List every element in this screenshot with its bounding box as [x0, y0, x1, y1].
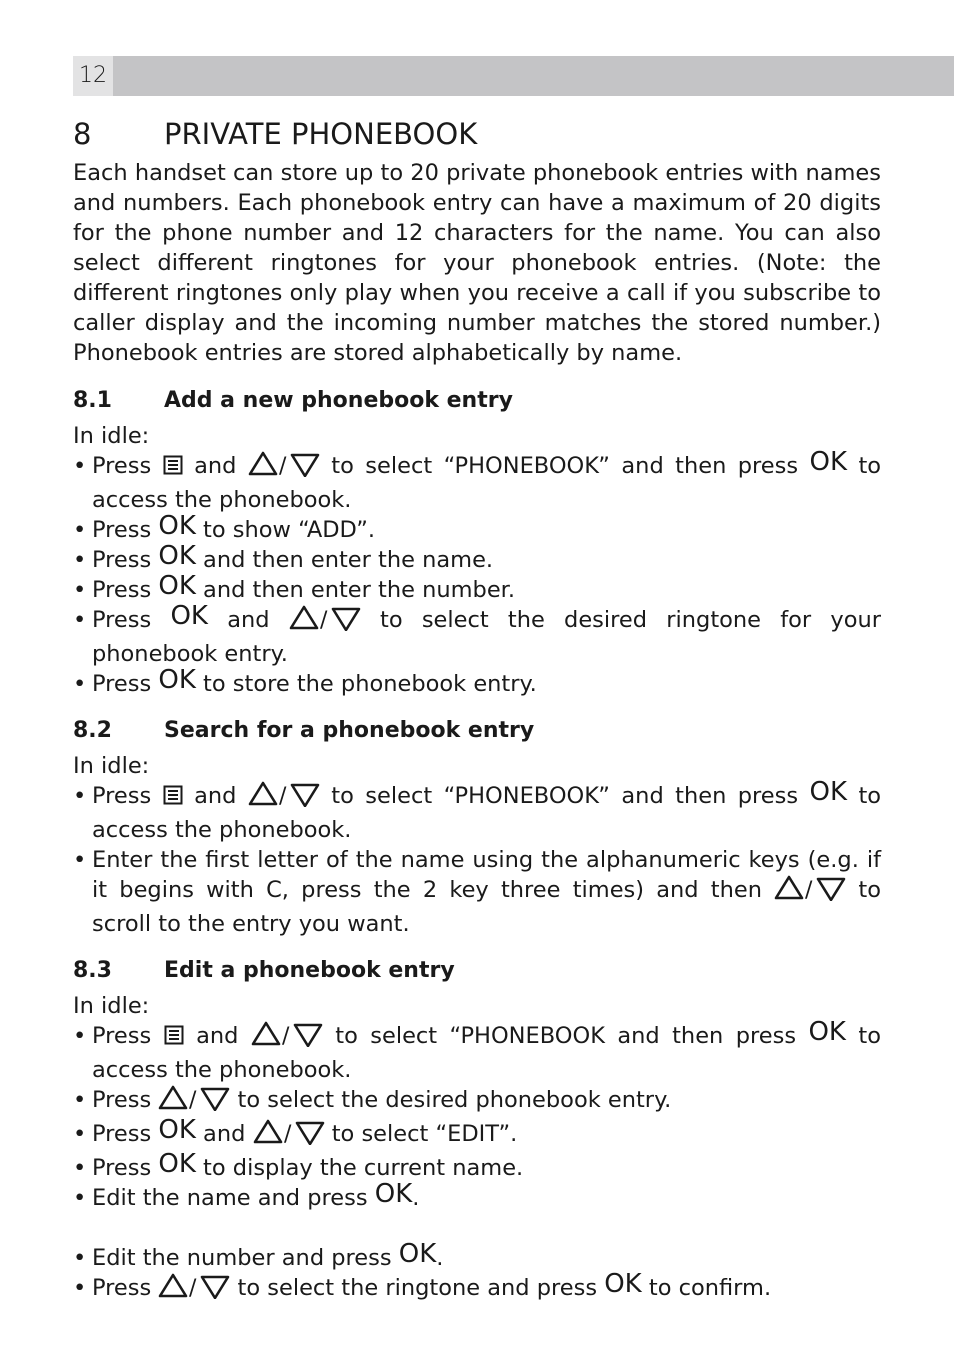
section-title: Add a new phonebook entry	[164, 388, 513, 413]
page-number: 12	[73, 56, 113, 96]
down-triangle-icon	[292, 455, 318, 476]
up-triangle-icon	[160, 1087, 186, 1108]
ok-key-icon: OK	[158, 541, 196, 571]
section-number: 8.2	[73, 718, 112, 743]
up-triangle-icon	[255, 1121, 281, 1142]
ok-key-icon: OK	[808, 1017, 846, 1047]
section-title: Search for a phonebook entry	[164, 718, 535, 743]
up-triangle-icon	[160, 1275, 186, 1296]
list-item: • Press OK to show “ADD”.	[73, 515, 881, 545]
slash-separator: /	[805, 878, 813, 901]
section-heading-edit-entry	[73, 956, 881, 986]
up-down-keys-icon	[253, 1119, 325, 1153]
ok-key-icon: OK	[809, 777, 848, 807]
menu-key-icon	[164, 1023, 184, 1053]
list-item: • Press OK and then enter the name.	[73, 545, 881, 575]
ok-key-icon: OK	[809, 447, 848, 477]
list-item: • Press / to select the ringtone and press OK to confirm.	[73, 1273, 881, 1307]
chapter-number: 8	[73, 117, 92, 151]
up-down-keys-icon	[158, 1085, 230, 1119]
edit-entry-steps	[73, 1017, 881, 1307]
up-triangle-icon	[253, 1023, 279, 1044]
down-triangle-icon	[292, 785, 318, 806]
up-triangle-icon	[291, 607, 317, 628]
ok-key-icon: OK	[398, 1239, 437, 1269]
chapter-intro: Each handset can store up to 20 private phonebook entries with names and numbers. Each phonebook entry can have a maximum of 20 digits for the phone number and 12 characters for the name. You can also select different ringtones for your phonebook entries. (Note: the different ringtones only play when you receive a call if you subscribe to caller display and the incoming number matches the stored number.) Phonebook entries are stored alphabetically by name.	[73, 160, 881, 366]
slash-separator: /	[278, 454, 287, 477]
up-down-keys-icon	[158, 1273, 230, 1307]
ok-key-icon: OK	[604, 1269, 642, 1299]
down-triangle-icon	[202, 1277, 228, 1298]
list-item: • Press OK to display the current name.	[73, 1153, 881, 1183]
list-item: • Press and / to select “PHONEBOOK” and then press OK to access the phonebook.	[73, 451, 881, 515]
down-triangle-icon	[333, 609, 359, 630]
ok-key-icon: OK	[158, 1115, 196, 1145]
section-title: Edit a phonebook entry	[164, 958, 455, 983]
chapter-title: PRIVATE PHONEBOOK	[164, 117, 478, 151]
add-entry-steps	[73, 447, 882, 699]
down-triangle-icon	[202, 1089, 228, 1110]
list-item: • Press OK and then enter the number.	[73, 575, 881, 605]
search-entry-steps	[73, 777, 882, 939]
slash-separator: /	[189, 1276, 197, 1299]
section-heading-add-entry	[73, 386, 881, 416]
up-down-keys-icon	[774, 875, 846, 909]
list-item: • Edit the number and press OK.	[73, 1243, 881, 1273]
in-idle-label: In idle:	[73, 423, 150, 449]
up-down-keys-icon	[251, 1021, 323, 1055]
menu-key-icon	[163, 783, 183, 813]
page-header-bar	[73, 56, 954, 96]
ok-key-icon: OK	[158, 571, 196, 601]
slash-separator: /	[189, 1088, 197, 1111]
list-item: • Enter the first letter of the name using the alphanumeric keys (e.g. if it begins with C, press the 2 key three times) and then / to scroll to the entry you want.	[73, 845, 881, 939]
in-idle-label: In idle:	[73, 753, 150, 779]
list-item: • Press and / to select “PHONEBOOK and then press OK to access the phonebook.	[73, 1021, 881, 1085]
up-triangle-icon	[250, 453, 276, 474]
menu-key-icon	[163, 453, 183, 483]
list-item: • Edit the name and press OK.	[73, 1183, 881, 1213]
list-item: • Press and / to select “PHONEBOOK” and then press OK to access the phonebook.	[73, 781, 881, 845]
slash-separator: /	[281, 1024, 290, 1047]
ok-key-icon: OK	[158, 1149, 196, 1179]
down-triangle-icon	[818, 879, 844, 900]
chapter-heading	[73, 114, 881, 154]
section-heading-search-entry	[73, 716, 881, 746]
section-number: 8.1	[73, 388, 112, 413]
up-down-keys-icon	[289, 605, 361, 639]
section-number: 8.3	[73, 958, 112, 983]
list-item: • Press OK and / to select “EDIT”.	[73, 1119, 881, 1153]
slash-separator: /	[283, 1122, 291, 1145]
ok-key-icon: OK	[170, 601, 208, 631]
down-triangle-icon	[297, 1123, 323, 1144]
up-down-keys-icon	[248, 451, 320, 485]
down-triangle-icon	[295, 1025, 321, 1046]
list-item: • Press OK to store the phonebook entry.	[73, 669, 881, 699]
ok-key-icon: OK	[158, 511, 196, 541]
list-item: • Press OK and / to select the desired ringtone for your phonebook entry.	[73, 605, 881, 669]
up-triangle-icon	[250, 783, 276, 804]
slash-separator: /	[278, 784, 287, 807]
up-down-keys-icon	[248, 781, 320, 815]
in-idle-label: In idle:	[73, 993, 150, 1019]
list-item: • Press / to select the desired phonebook entry.	[73, 1085, 881, 1119]
ok-key-icon: OK	[158, 665, 196, 695]
ok-key-icon: OK	[374, 1179, 413, 1209]
page-content	[73, 114, 881, 1324]
up-triangle-icon	[776, 877, 802, 898]
slash-separator: /	[319, 608, 328, 631]
